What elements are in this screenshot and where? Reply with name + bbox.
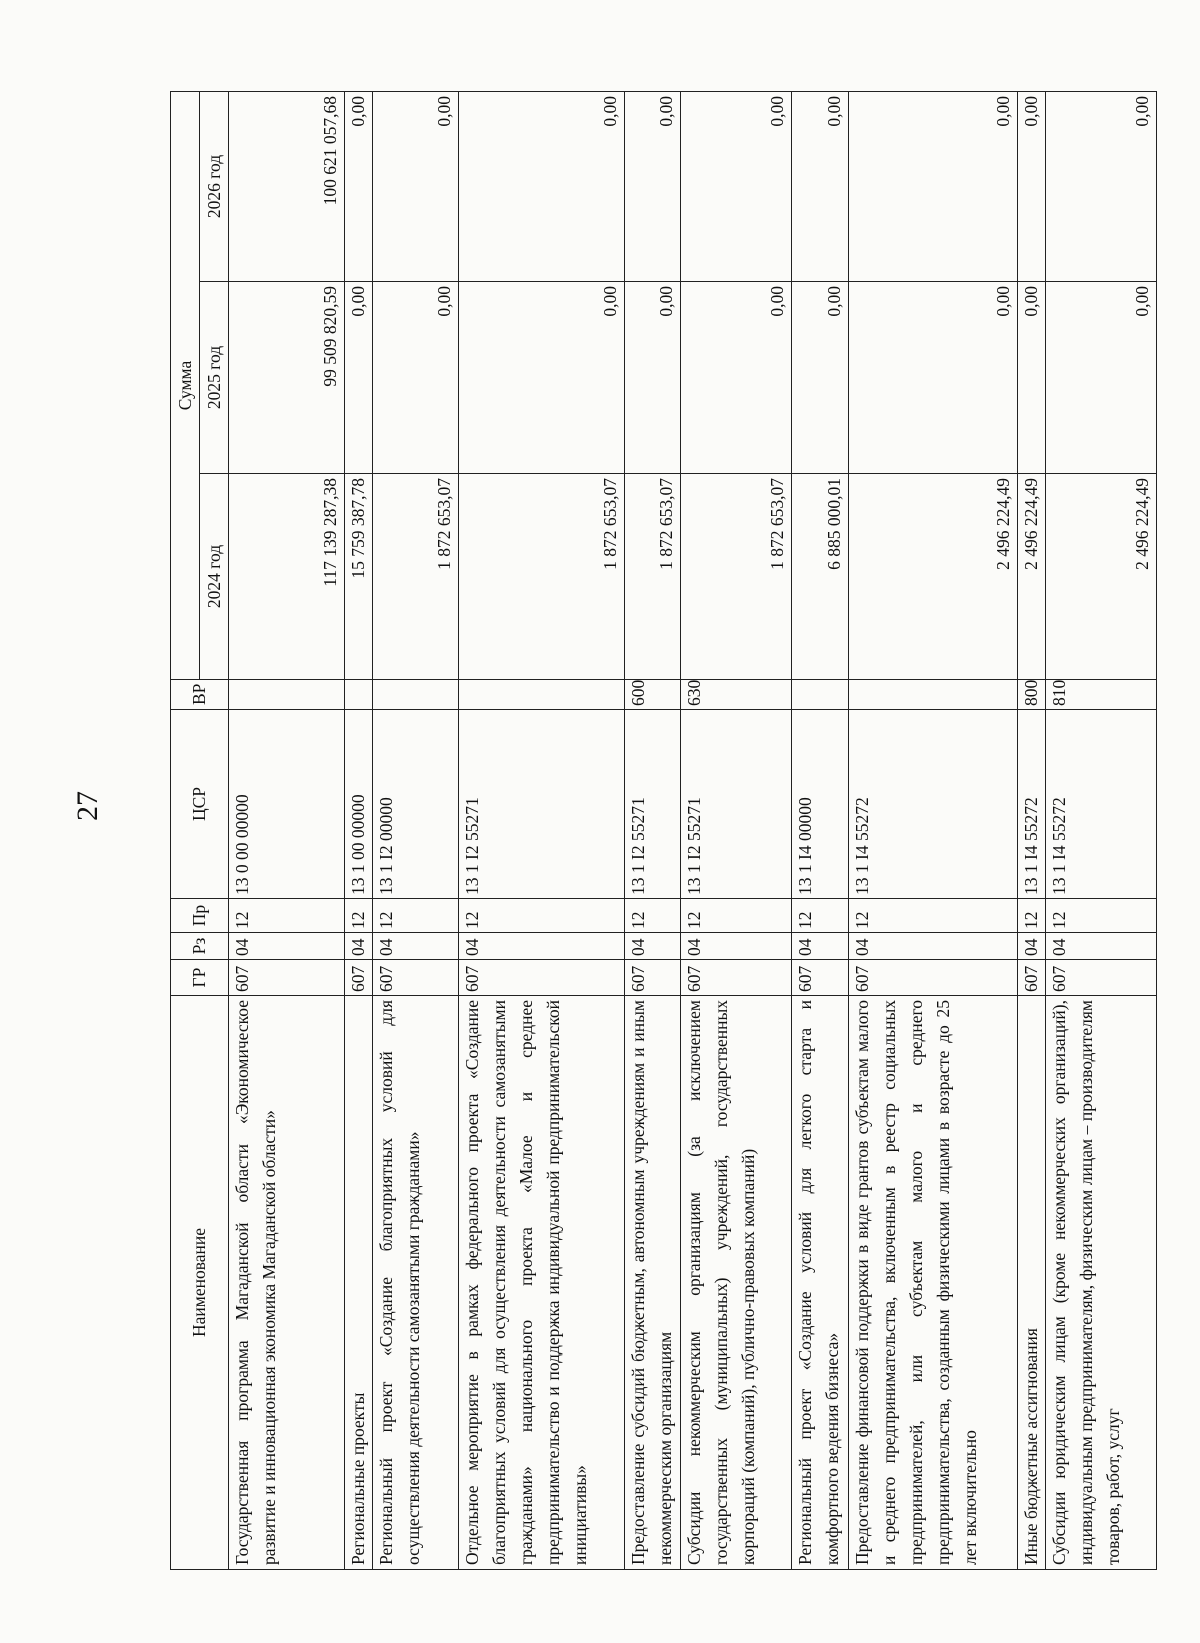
row-sum-2025: 0,00 (1018, 282, 1046, 474)
budget-table (170, 91, 1157, 1570)
row-rz: 04 (681, 933, 792, 960)
row-pr: 12 (373, 899, 459, 933)
row-csr: 13 0 00 00000 (229, 710, 345, 899)
row-csr: 13 1 I2 00000 (373, 710, 459, 899)
row-sum-2025: 0,00 (373, 282, 459, 474)
row-sum-2026: 0,00 (681, 91, 792, 281)
table-row (229, 91, 345, 1569)
table-row (1018, 91, 1046, 1569)
row-sum-2024: 1 872 653,07 (625, 474, 681, 680)
row-sum-2026: 0,00 (1018, 91, 1046, 281)
row-vr (373, 680, 459, 710)
header-year-2025: 2025 год (200, 282, 229, 474)
row-rz: 04 (849, 933, 1018, 960)
row-rz: 04 (625, 933, 681, 960)
header-vr: ВР (171, 680, 229, 710)
row-vr: 630 (681, 680, 792, 710)
row-sum-2024: 2 496 224,49 (1018, 474, 1046, 680)
row-name: Иные бюджетные ассигнования (1018, 996, 1046, 1570)
row-pr: 12 (345, 899, 373, 933)
row-rz: 04 (373, 933, 459, 960)
row-csr: 13 1 I4 55272 (1046, 710, 1157, 899)
table-row (792, 91, 849, 1569)
header-gr: ГР (171, 960, 229, 996)
row-vr: 800 (1018, 680, 1046, 710)
row-sum-2026: 0,00 (459, 91, 625, 281)
row-sum-2025: 0,00 (459, 282, 625, 474)
row-pr: 12 (681, 899, 792, 933)
table-row (681, 91, 792, 1569)
row-sum-2026: 0,00 (373, 91, 459, 281)
row-sum-2025: 0,00 (792, 282, 849, 474)
row-sum-2025: 0,00 (681, 282, 792, 474)
row-pr: 12 (1046, 899, 1157, 933)
row-vr (792, 680, 849, 710)
row-name: Субсидии юридическим лицам (кроме некоммерческих организаций), индивидуальным предпринимателям, физическим лицам – производителям товаров, работ, услуг (1046, 996, 1157, 1570)
row-gr: 607 (1046, 960, 1157, 996)
row-pr: 12 (229, 899, 345, 933)
row-vr (849, 680, 1018, 710)
row-gr: 607 (681, 960, 792, 996)
row-sum-2024: 1 872 653,07 (373, 474, 459, 680)
row-rz: 04 (459, 933, 625, 960)
header-pr: Пр (171, 899, 229, 933)
row-csr: 13 1 I4 00000 (792, 710, 849, 899)
row-sum-2024: 117 139 287,38 (229, 474, 345, 680)
row-sum-2025: 0,00 (625, 282, 681, 474)
row-sum-2026: 0,00 (792, 91, 849, 281)
table-row (345, 91, 373, 1569)
row-name: Отдельное мероприятие в рамках федерального проекта «Создание благоприятных условий для осуществления деятельности самозанятыми гражданами» национального проекта «Малое и среднее предпринимательство и поддержка индивидуальной предпринимательской инициативы» (459, 996, 625, 1570)
row-sum-2024: 1 872 653,07 (681, 474, 792, 680)
page-number: 27 (71, 791, 104, 821)
row-rz: 04 (345, 933, 373, 960)
row-vr: 600 (625, 680, 681, 710)
row-rz: 04 (792, 933, 849, 960)
row-gr: 607 (229, 960, 345, 996)
header-name: Наименование (171, 996, 229, 1570)
row-sum-2025: 0,00 (1046, 282, 1157, 474)
row-csr: 13 1 I4 55272 (849, 710, 1018, 899)
row-pr: 12 (849, 899, 1018, 933)
header-year-2026: 2026 год (200, 91, 229, 281)
row-sum-2025: 0,00 (849, 282, 1018, 474)
row-sum-2026: 0,00 (1046, 91, 1157, 281)
row-sum-2024: 2 496 224,49 (1046, 474, 1157, 680)
row-gr: 607 (1018, 960, 1046, 996)
row-vr: 810 (1046, 680, 1157, 710)
row-gr: 607 (373, 960, 459, 996)
table-row (1046, 91, 1157, 1569)
row-csr: 13 1 I2 55271 (625, 710, 681, 899)
row-name: Предоставление финансовой поддержки в виде грантов субъектам малого и среднего предпринимательства, включенным в реестр социальных предпринимателей, или субъектам малого и среднего предпринимательства, созданным физическими лицами в возрасте до 25 лет включительно (849, 996, 1018, 1570)
row-gr: 607 (459, 960, 625, 996)
row-pr: 12 (625, 899, 681, 933)
row-csr: 13 1 00 00000 (345, 710, 373, 899)
row-sum-2025: 99 509 820,59 (229, 282, 345, 474)
row-csr: 13 1 I2 55271 (681, 710, 792, 899)
table-row (849, 91, 1018, 1569)
row-name: Предоставление субсидий бюджетным, автономным учреждениям и иным некоммерческим организациям (625, 996, 681, 1570)
row-sum-2024: 15 759 387,78 (345, 474, 373, 680)
row-vr (229, 680, 345, 710)
row-gr: 607 (345, 960, 373, 996)
row-sum-2024: 1 872 653,07 (459, 474, 625, 680)
row-sum-2024: 2 496 224,49 (849, 474, 1018, 680)
row-csr: 13 1 I2 55271 (459, 710, 625, 899)
row-name: Региональный проект «Создание благоприятных условий для осуществления деятельности самозанятыми гражданами» (373, 996, 459, 1570)
row-rz: 04 (1018, 933, 1046, 960)
header-csr: ЦСР (171, 710, 229, 899)
header-year-2024: 2024 год (200, 474, 229, 680)
row-sum-2026: 100 621 057,68 (229, 91, 345, 281)
table-row (625, 91, 681, 1569)
row-gr: 607 (625, 960, 681, 996)
header-rz: Рз (171, 933, 229, 960)
row-name: Субсидии некоммерческим организациям (за исключением государственных (муниципальных) учреждений, государственных корпораций (компаний), публично-правовых компаний) (681, 996, 792, 1570)
table-row (459, 91, 625, 1569)
header-sum: Сумма (171, 91, 200, 679)
row-pr: 12 (1018, 899, 1046, 933)
row-sum-2026: 0,00 (849, 91, 1018, 281)
row-sum-2024: 6 885 000,01 (792, 474, 849, 680)
budget-table-sheet (170, 92, 1152, 1570)
row-sum-2026: 0,00 (345, 91, 373, 281)
row-vr (345, 680, 373, 710)
row-gr: 607 (792, 960, 849, 996)
row-pr: 12 (792, 899, 849, 933)
table-row (373, 91, 459, 1569)
row-pr: 12 (459, 899, 625, 933)
row-vr (459, 680, 625, 710)
row-sum-2025: 0,00 (345, 282, 373, 474)
row-name: Региональные проекты (345, 996, 373, 1570)
row-sum-2026: 0,00 (625, 91, 681, 281)
row-name: Государственная программа Магаданской области «Экономическое развитие и инновационная экономика Магаданской области» (229, 996, 345, 1570)
row-csr: 13 1 I4 55272 (1018, 710, 1046, 899)
row-gr: 607 (849, 960, 1018, 996)
row-name: Региональный проект «Создание условий для легкого старта и комфортного ведения бизнеса» (792, 996, 849, 1570)
row-rz: 04 (1046, 933, 1157, 960)
row-rz: 04 (229, 933, 345, 960)
